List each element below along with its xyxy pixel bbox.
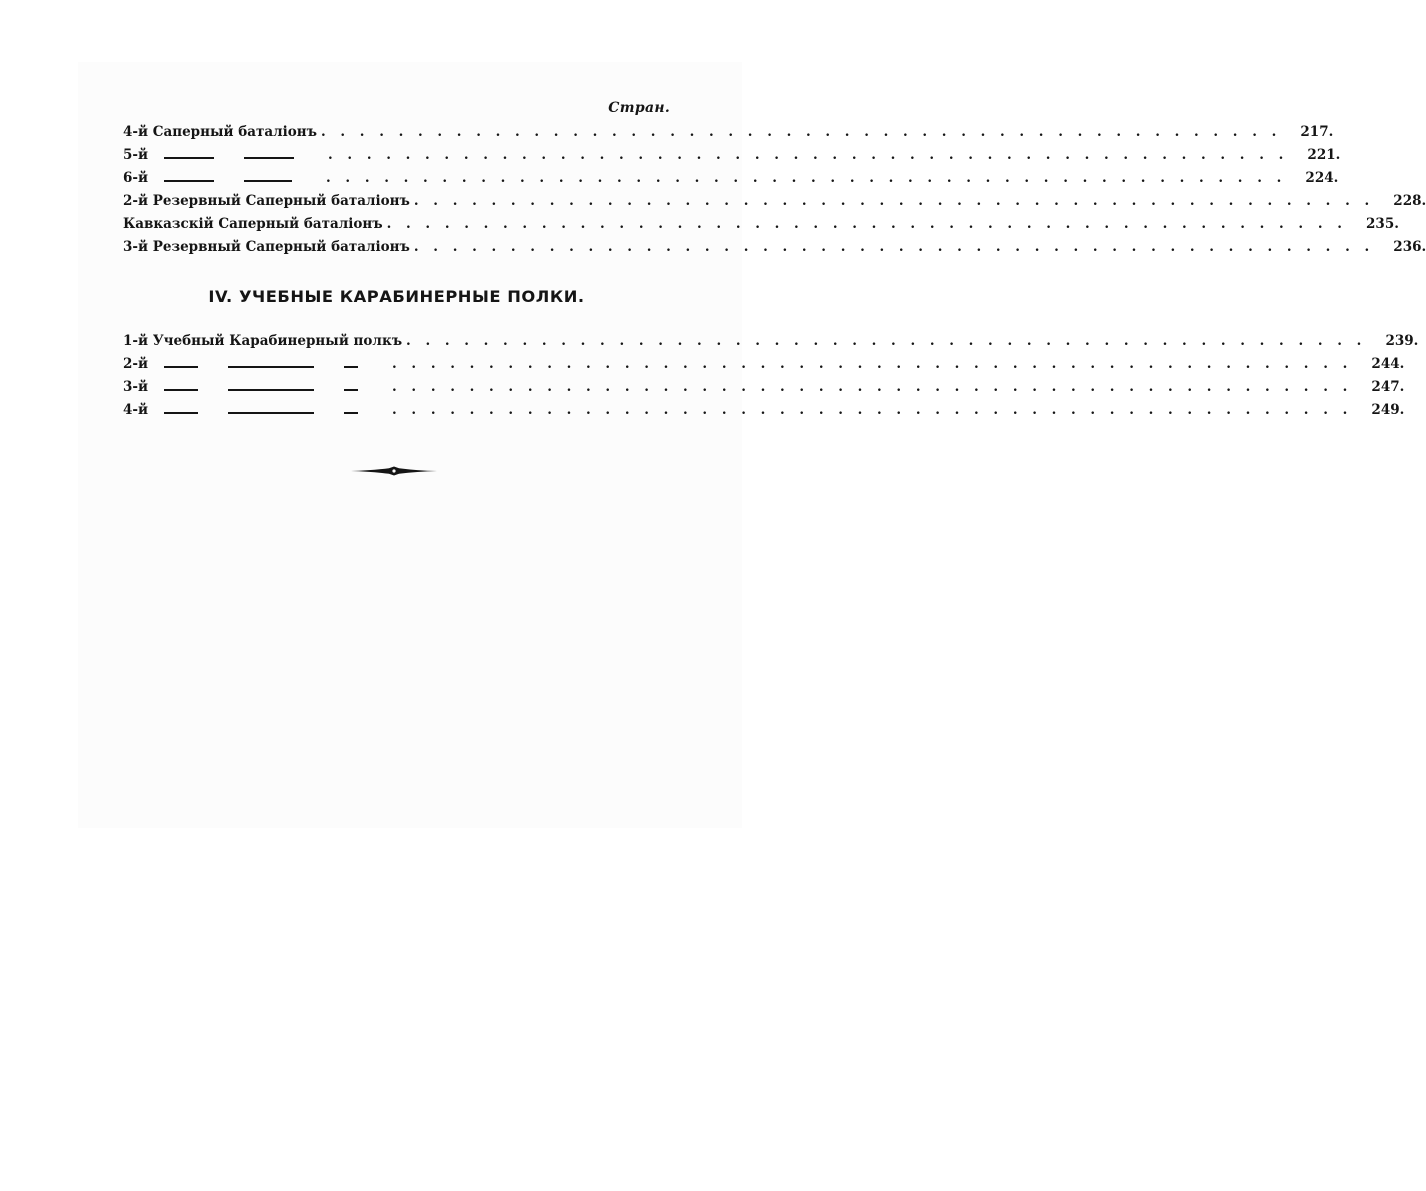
toc-entry <box>123 193 1426 215</box>
dot-leader: . . . . . . . . . . . . . . . . . . . . . . . . . . . . . . . . . . . . . . . . . . . . . . . . . . <box>321 124 1282 140</box>
page-number: 228. <box>1393 193 1426 209</box>
ditto-dash <box>164 180 214 182</box>
entry-title: 2-й Резервный Саперный баталіонъ <box>123 193 410 209</box>
ditto-dash <box>344 389 358 391</box>
page-number: 247. <box>1371 379 1405 395</box>
entry-title: 4-й <box>123 402 149 418</box>
entry-title: Кавказскій Саперный баталіонъ <box>123 216 383 232</box>
toc-entry <box>123 216 1399 238</box>
dot-leader: . . . . . . . . . . . . . . . . . . . . . . . . . . . . . . . . . . . . . . . . . . . . . . . . . . <box>413 193 1375 209</box>
dot-leader: . . . . . . . . . . . . . . . . . . . . . . . . . . . . . . . . . . . . . . . . . . . . . . . . . . <box>392 379 1353 395</box>
toc-entry <box>123 402 1405 424</box>
ditto-dash <box>164 412 198 414</box>
toc-entry <box>123 239 1426 261</box>
entry-title: 6-й <box>123 170 149 186</box>
ditto-dash <box>164 157 214 159</box>
page-number: 217. <box>1300 124 1334 140</box>
page-number: 224. <box>1305 170 1339 186</box>
ditto-dash <box>228 389 314 391</box>
ditto-dash <box>244 180 292 182</box>
ditto-dash <box>164 389 198 391</box>
toc-entry <box>123 379 1405 401</box>
ditto-dashes <box>164 412 388 414</box>
toc-entry <box>123 333 1419 355</box>
entry-title: 4-й Саперный баталіонъ <box>123 124 317 140</box>
toc-entry <box>123 356 1405 378</box>
ditto-dashes <box>164 366 388 368</box>
dot-leader: . . . . . . . . . . . . . . . . . . . . . . . . . . . . . . . . . . . . . . . . . . . . . . . . . . <box>392 356 1353 372</box>
dot-leader: . . . . . . . . . . . . . . . . . . . . . . . . . . . . . . . . . . . . . . . . . . . . . . . . . . <box>328 147 1289 163</box>
ditto-dash <box>344 412 358 414</box>
entry-title: 1-й Учебный Карабинерный полкъ <box>123 333 403 349</box>
ditto-dash <box>164 366 198 368</box>
toc-entry <box>123 170 1339 192</box>
section-heading: IV. УЧЕБНЫЕ КАРАБИНЕРНЫЕ ПОЛКИ. <box>208 287 585 306</box>
entry-title: 3-й Резервный Саперный баталіонъ <box>123 239 410 255</box>
ditto-dash <box>344 366 358 368</box>
ditto-dashes <box>164 389 388 391</box>
dot-leader: . . . . . . . . . . . . . . . . . . . . . . . . . . . . . . . . . . . . . . . . . . . . . . . . . . <box>392 402 1353 418</box>
dot-leader: . . . . . . . . . . . . . . . . . . . . . . . . . . . . . . . . . . . . . . . . . . . . . . . . . . <box>326 170 1287 186</box>
entry-title: 5-й <box>123 147 149 163</box>
dot-leader: . . . . . . . . . . . . . . . . . . . . . . . . . . . . . . . . . . . . . . . . . . . . . . . . . . <box>386 216 1347 232</box>
ditto-dashes <box>164 157 324 159</box>
dot-leader: . . . . . . . . . . . . . . . . . . . . . . . . . . . . . . . . . . . . . . . . . . . . . . . . . . <box>413 239 1375 255</box>
ditto-dash <box>228 366 314 368</box>
page-number: 239. <box>1385 333 1419 349</box>
ditto-dashes <box>164 180 322 182</box>
ditto-dash <box>228 412 314 414</box>
ornament-divider-icon <box>351 465 437 477</box>
ditto-dash <box>244 157 294 159</box>
page-column-header: Стран. <box>608 100 670 116</box>
entry-title: 3-й <box>123 379 149 395</box>
page-number: 221. <box>1307 147 1341 163</box>
toc-entry <box>123 124 1334 146</box>
page-number: 235. <box>1366 216 1399 232</box>
entry-title: 2-й <box>123 356 149 372</box>
page-number: 244. <box>1371 356 1405 372</box>
toc-entry <box>123 147 1341 169</box>
dot-leader: . . . . . . . . . . . . . . . . . . . . . . . . . . . . . . . . . . . . . . . . . . . . . . . . . . <box>406 333 1367 349</box>
page-number: 236. <box>1393 239 1426 255</box>
page-number: 249. <box>1371 402 1405 418</box>
